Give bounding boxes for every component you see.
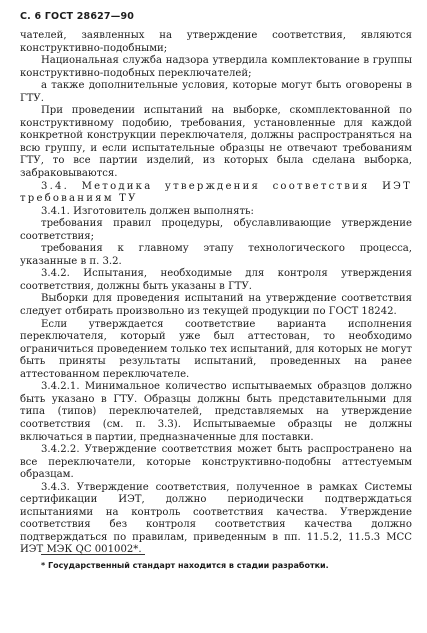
paragraph: 3.4.2.1. Минимальное количество испытываемых образцов должно быть указано в ГТУ. Образцы должны быть представительными для типа (типов) переключателей, представляемых на утверждение соответствия (см. п. 3.3). Испытываемые образцы не должны включаться в партии, предназначенные для поставки. xyxy=(20,381,412,443)
footnote: * Государственный стандарт находится в стадии разработки. xyxy=(41,561,329,570)
paragraph: 3.4.2. Испытания, необходимые для контроля утверждения соответствия, должны быть указаны в ГТУ. xyxy=(20,268,412,292)
paragraph: Если утверждается соответствие варианта исполнения переключателя, который уже был аттестован, то необходимо ограничиться проведением только тех испытаний, для которых не могут быть приняты результаты испытаний, проведенных на ранее аттестованном переключателе. xyxy=(20,318,412,380)
paragraph: требования правил процедуры, обуславливающие утверждение соответствия; xyxy=(20,218,412,242)
paragraph: а также дополнительные условия, которые могут быть оговорены в ГТУ. xyxy=(20,80,412,104)
paragraph: 3.4.1. Изготовитель должен выполнять: xyxy=(41,205,254,217)
paragraph: При проведении испытаний на выборке, скомплектованной по конструктивному подобию, требования, установленные для каждой конкретной конструкции переключателя, должны распространяться на всю группу, и если испытательные образцы не отвечают требованиям ГТУ, то все партии изделий, из которых была сделана выборка, забраковываются. xyxy=(20,105,412,180)
footnote-divider xyxy=(41,554,145,555)
paragraph: Национальная служба надзора утвердила комплектование в группы конструктивно-подобных переключателей; xyxy=(20,55,412,79)
document-body xyxy=(20,30,412,557)
paragraph: Выборки для проведения испытаний на утверждение соответствия следует отбирать произвольно из текущей продукции по ГОСТ 18242. xyxy=(20,293,412,318)
paragraph: требования к главному этапу технологического процесса, указанные в п. 3.2. xyxy=(20,243,412,267)
paragraph: 3.4.2.2. Утверждение соответствия может быть распространено на все переключатели, которые конструктивно-подобны аттестуемым образцам. xyxy=(20,444,412,481)
section-heading: 3.4. Методика утверждения соответствия ИЭТ требованиям ТУ xyxy=(20,180,412,205)
page-header: С. 6 ГОСТ 28627—90 xyxy=(20,11,135,22)
paragraph: 3.4.3. Утверждение соответствия, полученное в рамках Системы сертификации ИЭТ, должно периодически подтверждаться испытаниями на контроль соответствия качества. Утверждение соответствия без контроля соответствия качества должно подтверждаться по правилам, приведенным в пп. 11.5.2, 11.5.3 МСС ИЭТ МЭК QC 001002*. xyxy=(20,481,412,556)
paragraph: чателей, заявленных на утверждение соответствия, являются конструктивно-подобными; xyxy=(20,30,412,54)
